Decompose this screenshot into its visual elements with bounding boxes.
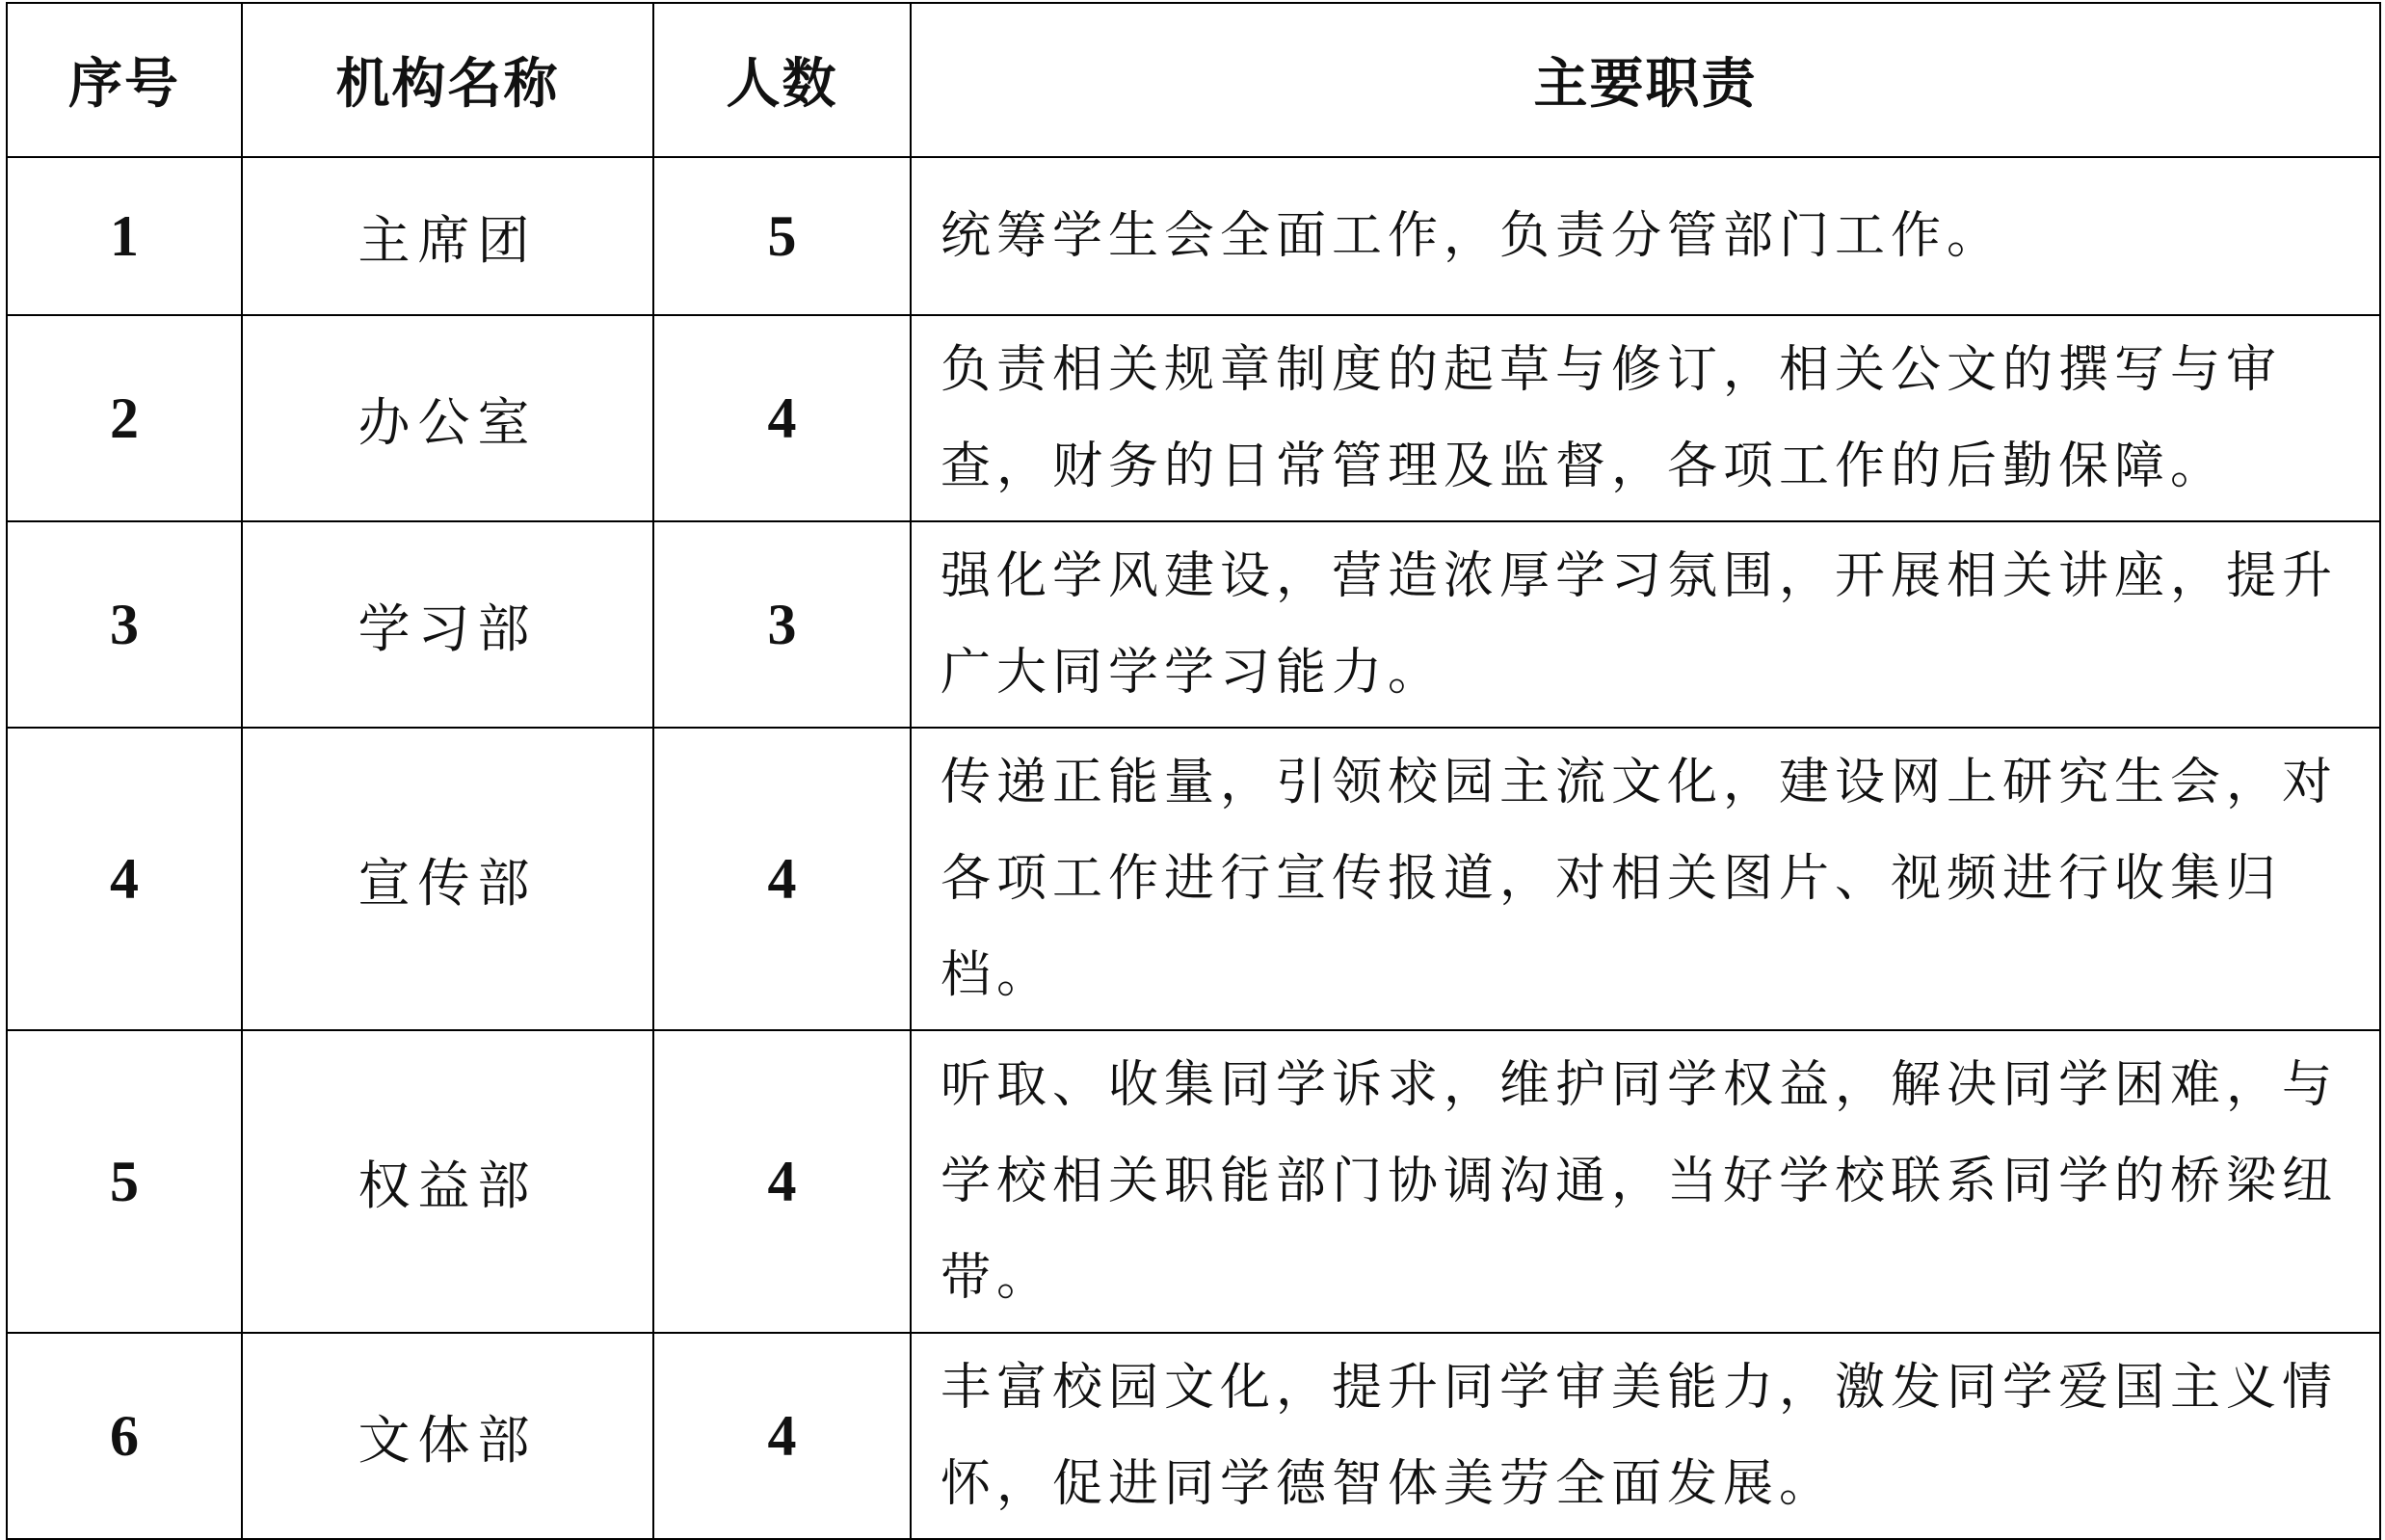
row-index: 1 [7, 157, 242, 315]
row-duty: 丰富校园文化，提升同学审美能力，激发同学爱国主义情怀，促进同学德智体美劳全面发展。 [911, 1333, 2380, 1539]
row-index: 6 [7, 1333, 242, 1539]
table-row [7, 315, 2380, 521]
header-org-name: 机构名称 [242, 3, 653, 157]
row-org-name: 主席团 [242, 157, 653, 315]
row-index: 3 [7, 521, 242, 728]
row-org-name: 宣传部 [242, 728, 653, 1030]
row-count: 4 [653, 1030, 911, 1333]
row-org-name: 文体部 [242, 1333, 653, 1539]
row-count: 4 [653, 315, 911, 521]
header-index: 序号 [7, 3, 242, 157]
header-duties: 主要职责 [911, 3, 2380, 157]
row-duty: 传递正能量，引领校园主流文化，建设网上研究生会，对各项工作进行宣传报道，对相关图片、视频进行收集归档。 [911, 728, 2380, 1030]
table-row [7, 521, 2380, 728]
row-count: 4 [653, 728, 911, 1030]
row-org-name: 办公室 [242, 315, 653, 521]
row-duty: 强化学风建设，营造浓厚学习氛围，开展相关讲座，提升广大同学学习能力。 [911, 521, 2380, 728]
organization-table [6, 2, 2381, 1540]
row-count: 3 [653, 521, 911, 728]
header-count: 人数 [653, 3, 911, 157]
row-count: 5 [653, 157, 911, 315]
table-row [7, 728, 2380, 1030]
row-index: 4 [7, 728, 242, 1030]
row-index: 5 [7, 1030, 242, 1333]
row-duty: 负责相关规章制度的起草与修订，相关公文的撰写与审查，财务的日常管理及监督，各项工作的后勤保障。 [911, 315, 2380, 521]
table-row [7, 1030, 2380, 1333]
row-duty: 统筹学生会全面工作，负责分管部门工作。 [911, 157, 2380, 315]
row-org-name: 权益部 [242, 1030, 653, 1333]
row-index: 2 [7, 315, 242, 521]
row-org-name: 学习部 [242, 521, 653, 728]
table-row [7, 157, 2380, 315]
row-duty: 听取、收集同学诉求，维护同学权益，解决同学困难，与学校相关职能部门协调沟通，当好学校联系同学的桥梁纽带。 [911, 1030, 2380, 1333]
table-header-row [7, 3, 2380, 157]
row-count: 4 [653, 1333, 911, 1539]
table-row [7, 1333, 2380, 1539]
